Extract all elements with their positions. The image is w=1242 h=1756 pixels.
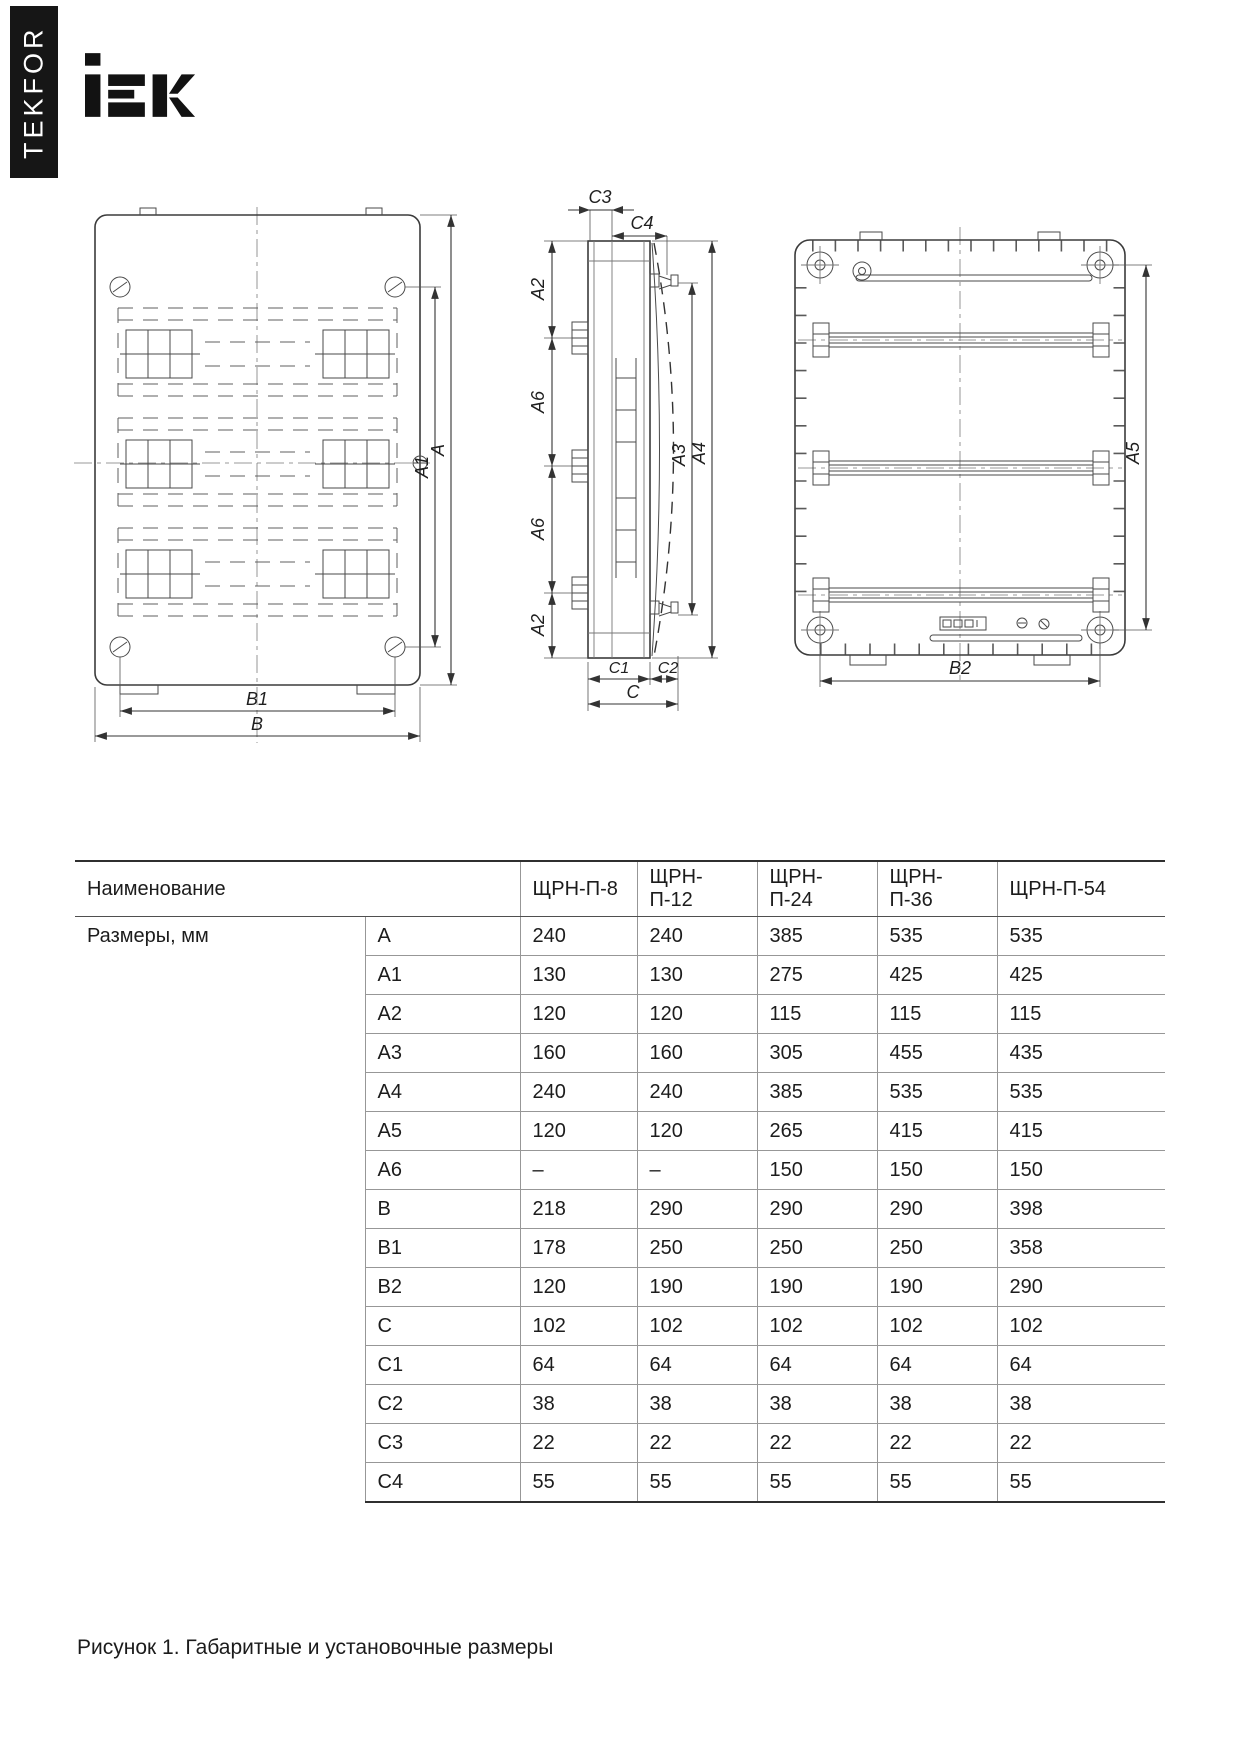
table-header-row [75, 861, 1165, 917]
value-cell: 55 [997, 1463, 1165, 1503]
value-cell: 102 [637, 1307, 757, 1346]
value-cell: 64 [520, 1346, 637, 1385]
dim-label-c2: C2 [657, 660, 679, 677]
value-cell: 240 [520, 1073, 637, 1112]
dim-cell: A3 [365, 1034, 520, 1073]
dim-cell: A5 [365, 1112, 520, 1151]
value-cell: 305 [757, 1034, 877, 1073]
screw-icon [110, 277, 405, 657]
front-view-drawing [70, 205, 462, 750]
top-slot [856, 275, 1092, 281]
din-module-row [118, 308, 397, 396]
value-cell: 425 [997, 956, 1165, 995]
cable-ladder [616, 358, 636, 578]
value-cell: 455 [877, 1034, 997, 1073]
value-cell: 64 [997, 1346, 1165, 1385]
value-cell: 102 [877, 1307, 997, 1346]
value-cell: 38 [520, 1385, 637, 1424]
value-cell: 115 [757, 995, 877, 1034]
value-cell: 240 [637, 1073, 757, 1112]
din-bracket-icon [572, 322, 588, 609]
dim-label-a2-bottom: A2 [528, 613, 548, 637]
dim-cell: C [365, 1307, 520, 1346]
value-cell: 425 [877, 956, 997, 995]
dim-cell: C2 [365, 1385, 520, 1424]
dim-cell: A2 [365, 995, 520, 1034]
header-name: Наименование [75, 861, 520, 917]
value-cell: 398 [997, 1190, 1165, 1229]
value-cell: 265 [757, 1112, 877, 1151]
dim-label-c3: C3 [588, 187, 612, 207]
value-cell: – [637, 1151, 757, 1190]
value-cell: 38 [877, 1385, 997, 1424]
value-cell: 150 [757, 1151, 877, 1190]
value-cell: 290 [877, 1190, 997, 1229]
value-cell: 290 [997, 1268, 1165, 1307]
dim-cell: B2 [365, 1268, 520, 1307]
dim-cell: B [365, 1190, 520, 1229]
value-cell: 120 [637, 995, 757, 1034]
dim-label-c4: C4 [630, 213, 654, 233]
value-cell: 358 [997, 1229, 1165, 1268]
value-cell: 22 [757, 1424, 877, 1463]
dim-cell: C4 [365, 1463, 520, 1503]
value-cell: 150 [997, 1151, 1165, 1190]
dim-label-b1: B1 [245, 689, 269, 709]
din-module-row [118, 418, 397, 506]
value-cell: 240 [520, 917, 637, 956]
value-cell: 55 [520, 1463, 637, 1503]
value-cell: 290 [637, 1190, 757, 1229]
figure-caption: Рисунок 1. Габаритные и установочные размеры [77, 1636, 554, 1659]
header-model-2: ЩРН-П-24 [757, 861, 877, 917]
dim-label-a3: A3 [669, 443, 689, 467]
value-cell: 535 [877, 917, 997, 956]
tekfor-banner: TEKFOR [10, 6, 58, 178]
dim-cell: A4 [365, 1073, 520, 1112]
dim-label-c1: C1 [608, 660, 630, 677]
value-cell: 102 [997, 1307, 1165, 1346]
value-cell: 160 [637, 1034, 757, 1073]
value-cell: 250 [877, 1229, 997, 1268]
value-cell: 102 [520, 1307, 637, 1346]
value-cell: 385 [757, 1073, 877, 1112]
value-cell: 275 [757, 956, 877, 995]
value-cell: 150 [877, 1151, 997, 1190]
dim-cell: A [365, 917, 520, 956]
value-cell: 290 [757, 1190, 877, 1229]
value-cell: 415 [877, 1112, 997, 1151]
value-cell: 535 [997, 917, 1165, 956]
value-cell: 535 [877, 1073, 997, 1112]
door-edge [652, 243, 660, 656]
side-view-drawing [500, 163, 725, 743]
value-cell: 435 [997, 1034, 1165, 1073]
header-model-3: ЩРН-П-36 [877, 861, 997, 917]
value-cell: 535 [997, 1073, 1165, 1112]
value-cell: 178 [520, 1229, 637, 1268]
dim-cell: C1 [365, 1346, 520, 1385]
dim-cell: A6 [365, 1151, 520, 1190]
iek-logo [85, 52, 197, 118]
bottom-slot [930, 635, 1082, 641]
marking-strip-icon [940, 617, 986, 630]
dim-label-a2-top: A2 [528, 277, 548, 301]
din-module-row [118, 528, 397, 616]
value-cell: 120 [637, 1112, 757, 1151]
table-row [75, 917, 1165, 956]
value-cell: 385 [757, 917, 877, 956]
dim-label-b2: B2 [948, 658, 972, 678]
value-cell: 64 [757, 1346, 877, 1385]
value-cell: 160 [520, 1034, 637, 1073]
value-cell: 218 [520, 1190, 637, 1229]
value-cell: 22 [520, 1424, 637, 1463]
value-cell: 115 [997, 995, 1165, 1034]
value-cell: 22 [877, 1424, 997, 1463]
value-cell: 38 [997, 1385, 1165, 1424]
value-cell: 64 [877, 1346, 997, 1385]
value-cell: 130 [637, 956, 757, 995]
extension-lines [590, 210, 667, 275]
value-cell: 38 [757, 1385, 877, 1424]
row-group-label: Размеры, мм [75, 917, 365, 1503]
dim-cell: C3 [365, 1424, 520, 1463]
value-cell: 22 [997, 1424, 1165, 1463]
value-cell: 190 [877, 1268, 997, 1307]
dim-label-a4: A4 [689, 441, 709, 465]
value-cell: 38 [637, 1385, 757, 1424]
value-cell: 120 [520, 1268, 637, 1307]
value-cell: 250 [637, 1229, 757, 1268]
value-cell: 64 [637, 1346, 757, 1385]
dim-cell: B1 [365, 1229, 520, 1268]
header-model-0: ЩРН-П-8 [520, 861, 637, 917]
value-cell: 115 [877, 995, 997, 1034]
header-model-4: ЩРН-П-54 [997, 861, 1165, 917]
dim-label-a5: A5 [1123, 441, 1143, 465]
value-cell: 190 [637, 1268, 757, 1307]
value-cell: 130 [520, 956, 637, 995]
dim-label-a6-top: A6 [528, 390, 548, 414]
back-view-drawing [790, 225, 1165, 695]
value-cell: 240 [637, 917, 757, 956]
value-cell: 55 [877, 1463, 997, 1503]
dim-label-c: C [626, 682, 640, 702]
value-cell: 250 [757, 1229, 877, 1268]
enclosure-side-body [588, 241, 650, 658]
value-cell: 102 [757, 1307, 877, 1346]
dim-label-b: B [250, 714, 264, 734]
value-cell: – [520, 1151, 637, 1190]
header-model-1: ЩРН-П-12 [637, 861, 757, 917]
value-cell: 55 [757, 1463, 877, 1503]
dim-label-a: A [428, 443, 448, 457]
value-cell: 190 [757, 1268, 877, 1307]
top-tabs [140, 208, 382, 215]
dim-label-a6-bottom: A6 [528, 517, 548, 541]
value-cell: 415 [997, 1112, 1165, 1151]
dim-cell: A1 [365, 956, 520, 995]
value-cell: 120 [520, 1112, 637, 1151]
value-cell: 22 [637, 1424, 757, 1463]
value-cell: 120 [520, 995, 637, 1034]
enclosure-front-body [95, 215, 420, 685]
value-cell: 55 [637, 1463, 757, 1503]
dimensions-table [75, 860, 1165, 1503]
side-inner-lines [588, 241, 650, 658]
small-hole-icon [1017, 618, 1049, 629]
dim-label-a1: A1 [412, 455, 432, 479]
iek-logo-glyphs [85, 53, 195, 117]
